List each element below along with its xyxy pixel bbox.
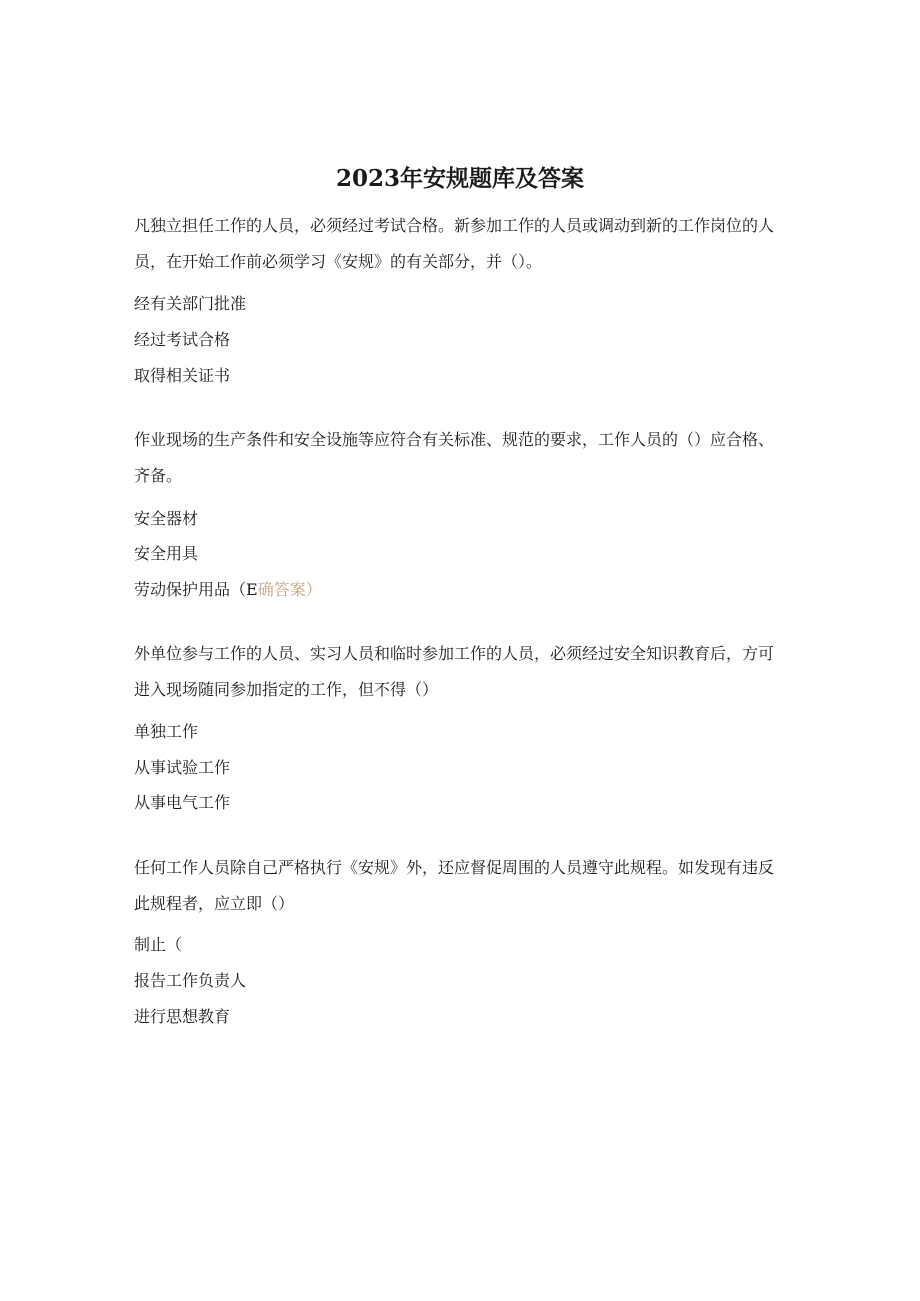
answer-option: 制止（ <box>134 935 183 954</box>
answer-option: 取得相关证书 <box>134 366 231 385</box>
answer-option: 进行思想教育 <box>134 1007 231 1026</box>
answer-option: 经有关部门批准 <box>134 294 247 313</box>
answer-option: 报告工作负责人 <box>134 971 247 990</box>
answer-option: 经过考试合格 <box>134 330 231 349</box>
page-title: 2023年安规题库及答案 <box>335 165 584 192</box>
answer-option: 安全器材 <box>134 509 199 528</box>
answer-option: 从事试验工作 <box>134 758 231 777</box>
question-text: 外单位参与工作的人员、实习人员和临时参加工作的人员，必须经过安全知识教育后，方可进入现场随同参加指定的工作，但不得（） <box>134 644 775 699</box>
question-text: 作业现场的生产条件和安全设施等应符合有关标准、规范的要求，工作人员的（）应合格、齐备。 <box>134 430 775 485</box>
correct-answer-mark: 确答案） <box>257 580 322 599</box>
question-text: 凡独立担任工作的人员，必须经过考试合格。新参加工作的人员或调动到新的工作岗位的人员，在开始工作前必须学习《安规》的有关部分，并（）。 <box>134 216 775 271</box>
answer-option-label: 劳动保护用品（E <box>134 580 258 599</box>
answer-option: 单独工作 <box>134 722 199 741</box>
answer-option <box>134 578 322 602</box>
answer-option: 安全用具 <box>134 544 199 563</box>
question-text: 任何工作人员除自己严格执行《安规》外，还应督促周围的人员遵守此规程。如发现有违反此规程者，应立即（） <box>134 858 775 913</box>
answer-option: 从事电气工作 <box>134 793 231 812</box>
